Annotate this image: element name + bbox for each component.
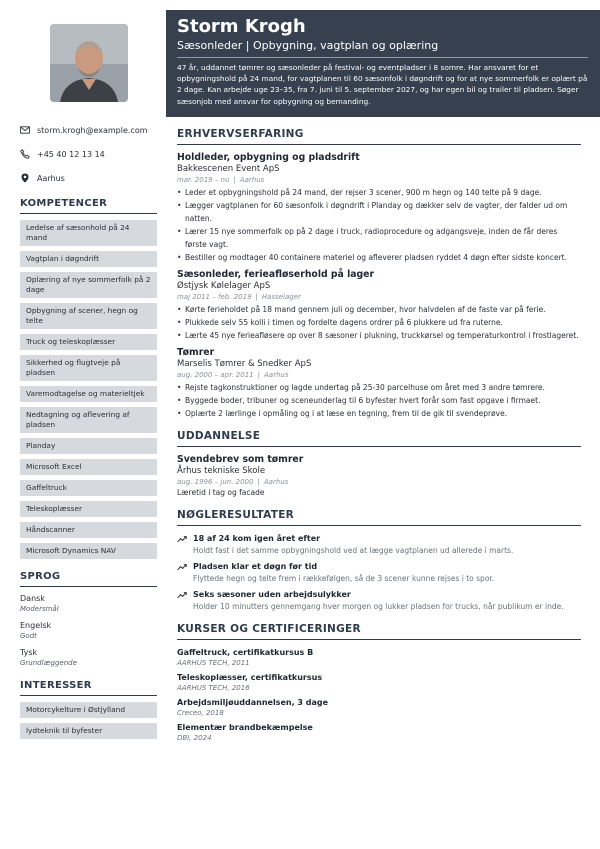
job-city: Aarhus xyxy=(263,371,289,379)
job-city: Hasselager xyxy=(261,293,301,301)
profile-photo-image xyxy=(50,24,128,102)
job-bullet: • Lægger vagtplanen for 60 sæsonfolk i døgndrift i Planday og dækker selv de vagter, der falder ud om natten. xyxy=(177,199,581,225)
result-text xyxy=(193,589,564,613)
skill-chip: Sikkerhed og flugtveje på pladsen xyxy=(20,355,157,381)
skill-chip: Vagtplan i døgndrift xyxy=(20,251,157,267)
skill-chip: Microsoft Dynamics NAV xyxy=(20,543,157,559)
job-title: Tømrer xyxy=(177,347,215,358)
job-bullet: • Lærer 15 nye sommerfolk op på 2 dage i truck, radioprocedure og adgangsveje, inden de får deres første vagt. xyxy=(177,225,581,251)
job-meta xyxy=(177,370,581,380)
interest-chip: Motorcykelture i Østjylland xyxy=(20,702,157,718)
result-description: Flyttede hegn og telte frem i rækkefølgen, så de 3 scener kunne rejses i to spor. xyxy=(193,574,495,583)
envelope-icon xyxy=(20,125,30,135)
skill-chip: Nedtagning og aflevering af pladsen xyxy=(20,407,157,433)
result-title: Seks sæsoner uden arbejdsulykker xyxy=(193,590,351,599)
job-dates: mar. 2019 – nu xyxy=(177,176,230,184)
meta-separator: | xyxy=(255,293,258,301)
job-bullet: • Oplærte 2 lærlinge i opmåling og i at læse en tegning, frem til de gik til svendeprøve. xyxy=(177,407,581,420)
profile-header xyxy=(166,10,600,117)
contact-info xyxy=(20,118,158,190)
person-name: Storm Krogh xyxy=(177,16,306,37)
education-description: Læretid i tag og facade xyxy=(177,488,265,497)
phone-icon xyxy=(20,149,30,159)
results-section xyxy=(177,509,581,613)
skill-chip: Teleskoplæsser xyxy=(20,501,157,517)
language-level: Godt xyxy=(20,632,37,640)
result-text xyxy=(193,561,494,585)
interests-heading: INTERESSER xyxy=(20,680,157,696)
trend-up-icon xyxy=(177,590,187,600)
skill-chip: Ledelse af sæsonhold på 24 mand xyxy=(20,220,157,246)
skill-chip: Oplæring af nye sommerfolk på 2 dage xyxy=(20,272,157,298)
job-city: Aarhus xyxy=(239,176,265,184)
profile-summary: 47 år, uddannet tømrer og sæsonleder på festival- og eventpladser i 8 somre. Har ansvaret for et opbygningshold på 24 mand, for vagtplanen til 60 sæsonfolk i døgndrift og for at nye sommerfolk er oplært på 2 dage. Kan arbejde uge 23–35, fra 7. juni til 5. september 2027, og har egen bil og trailer til pladsen. Søger sæsonjob med ansvar for opbygning og bemanding. xyxy=(177,63,588,106)
result-title: 18 af 24 kom igen året efter xyxy=(193,534,321,543)
trend-up-icon xyxy=(177,562,187,572)
course-item xyxy=(177,647,581,668)
job-meta xyxy=(177,175,581,185)
result-item xyxy=(177,561,581,585)
phone-text[interactable]: +45 40 12 13 14 xyxy=(37,149,105,159)
job-company: Østjysk Kølelager ApS xyxy=(177,281,271,291)
sidebar xyxy=(0,0,166,849)
job-title: Sæsonleder, ferieafløserhold på lager xyxy=(177,269,375,280)
location-pin-icon xyxy=(20,173,30,183)
language-name: Tysk xyxy=(20,648,38,657)
job-bullet: • Plukkede selv 55 kolli i timen og fordelte dagens ordrer på 6 plukkere ud fra ruterne. xyxy=(177,316,581,329)
education-title: Svendebrev som tømrer xyxy=(177,454,304,465)
course-provider: Creceo, 2018 xyxy=(177,709,224,717)
job-company: Marselis Tømrer & Snedker ApS xyxy=(177,359,312,369)
result-description: Holdt fast i det samme opbygningshold ved at lægge vagtplanen ud allerede i marts. xyxy=(193,546,514,555)
courses-heading: KURSER OG CERTIFICERINGER xyxy=(177,623,581,640)
skill-chip: Truck og teleskoplæsser xyxy=(20,334,157,350)
course-title: Elementær brandbekæmpelse xyxy=(177,723,313,732)
job-bullet: • Leder et opbygningshold på 24 mand, der rejser 3 scener, 900 m hegn og 140 telte på 9 dage. xyxy=(177,186,581,199)
skill-chip: Opbygning af scener, hegn og telte xyxy=(20,303,157,329)
experience-heading: ERHVERVSERFARING xyxy=(177,128,581,145)
job-bullet: • Lærte 45 nye ferieafløsere op over 8 sæsoner i plukning, truckkørsel og temperaturkontrol i frostlageret. xyxy=(177,329,581,342)
skill-chip: Varemodtagelse og materieltjek xyxy=(20,386,157,402)
meta-separator: | xyxy=(257,478,260,486)
job-title: Holdleder, opbygning og pladsdrift xyxy=(177,152,360,163)
result-description: Holder 10 minutters gennemgang hver morgen og lukker pladsen for trucks, når publikum er inde. xyxy=(193,602,564,611)
interest-chip: lydteknik til byfester xyxy=(20,723,157,739)
course-title: Gaffeltruck, certifikatkursus B xyxy=(177,648,314,657)
email-text[interactable]: storm.krogh@example.com xyxy=(37,125,148,135)
header-divider xyxy=(177,57,588,58)
course-item xyxy=(177,672,581,693)
skills-list xyxy=(20,220,158,559)
education-school: Århus tekniske Skole xyxy=(177,466,266,476)
profile-photo xyxy=(50,24,128,102)
language-name: Dansk xyxy=(20,594,45,603)
job-bullet: • Kørte ferieholdet på 18 mand gennem juli og december, hvor halvdelen af de faste var på ferie. xyxy=(177,303,581,316)
skill-chip: Microsoft Excel xyxy=(20,459,157,475)
skill-chip: Planday xyxy=(20,438,157,454)
skills-heading: KOMPETENCER xyxy=(20,198,157,214)
trend-up-icon xyxy=(177,534,187,544)
language-item xyxy=(20,647,158,668)
education-heading: UDDANNELSE xyxy=(177,430,581,447)
job-entry xyxy=(177,152,581,264)
result-text xyxy=(193,533,513,557)
result-title: Pladsen klar et døgn før tid xyxy=(193,562,318,571)
education-meta xyxy=(177,477,581,487)
language-name: Engelsk xyxy=(20,621,52,630)
job-dates: maj 2011 – feb. 2019 xyxy=(177,293,252,301)
contact-email xyxy=(20,118,158,142)
course-provider: DBI, 2024 xyxy=(177,734,212,742)
languages-heading: SPROG xyxy=(20,571,157,587)
skill-chip: Gaffeltruck xyxy=(20,480,157,496)
language-level: Grundlæggende xyxy=(20,659,77,667)
meta-separator: | xyxy=(233,176,236,184)
experience-section xyxy=(177,128,581,420)
result-item xyxy=(177,533,581,557)
person-role: Sæsonleder | Opbygning, vagtplan og oplæring xyxy=(177,39,439,52)
courses-section xyxy=(177,623,581,743)
job-bullets xyxy=(177,186,581,264)
language-level: Modersmål xyxy=(20,605,59,613)
language-item xyxy=(20,620,158,641)
education-entry xyxy=(177,454,581,499)
job-bullets xyxy=(177,303,581,342)
course-title: Arbejdsmiljøuddannelsen, 3 dage xyxy=(177,698,329,707)
job-bullet: • Byggede boder, tribuner og sceneunderlag til 6 byfester hvert forår som fast opgave i firmaet. xyxy=(177,394,581,407)
course-provider: AARHUS TECH, 2016 xyxy=(177,684,250,692)
job-entry xyxy=(177,269,581,342)
interests-list xyxy=(20,702,158,739)
course-item xyxy=(177,722,581,743)
education-section xyxy=(177,430,581,499)
location-text: Aarhus xyxy=(37,173,65,183)
job-bullet: • Rejste tagkonstruktioner og lagde undertag på 25-30 parcelhuse om året med 3 andre tømrere. xyxy=(177,381,581,394)
contact-location xyxy=(20,166,158,190)
course-item xyxy=(177,697,581,718)
job-bullet: • Bestiller og modtager 40 containere materiel og afleverer pladsen ryddet 4 døgn efter sidste koncert. xyxy=(177,251,581,264)
job-entry xyxy=(177,347,581,420)
education-dates: aug. 1996 – jun. 2000 xyxy=(177,478,254,486)
job-bullets xyxy=(177,381,581,420)
job-dates: aug. 2000 – apr. 2011 xyxy=(177,371,254,379)
meta-separator: | xyxy=(257,371,260,379)
course-provider: AARHUS TECH, 2011 xyxy=(177,659,250,667)
language-item xyxy=(20,593,158,614)
contact-phone xyxy=(20,142,158,166)
education-city: Aarhus xyxy=(263,478,289,486)
job-meta xyxy=(177,292,581,302)
languages-list xyxy=(20,593,158,668)
job-company: Bakkescenen Event ApS xyxy=(177,164,280,174)
results-heading: NØGLERESULTATER xyxy=(177,509,581,526)
skill-chip: Håndscanner xyxy=(20,522,157,538)
course-title: Teleskoplæsser, certifikatkursus xyxy=(177,673,323,682)
result-item xyxy=(177,589,581,613)
main-content xyxy=(177,128,581,747)
